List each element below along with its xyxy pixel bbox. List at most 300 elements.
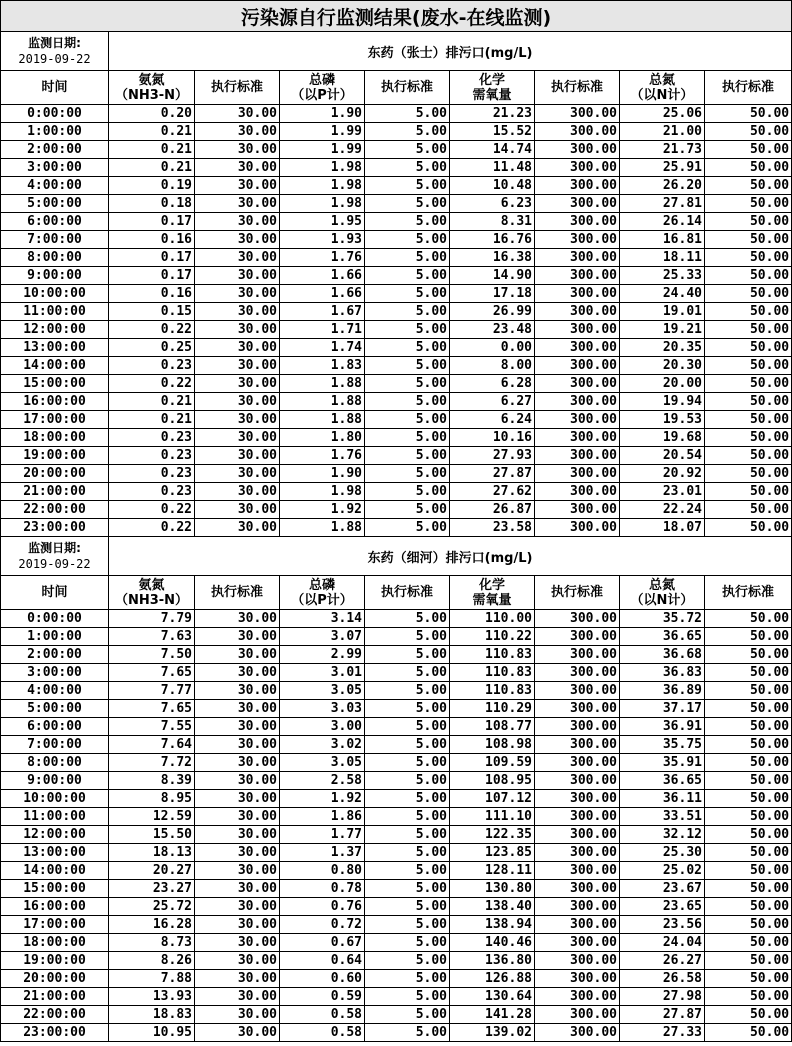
time-cell: 3:00:00 bbox=[1, 159, 109, 177]
ammonia-standard: 30.00 bbox=[195, 1006, 280, 1024]
ammonia-standard: 30.00 bbox=[195, 105, 280, 123]
table-row bbox=[1, 267, 792, 285]
nitrogen-value: 16.81 bbox=[620, 231, 705, 249]
nitrogen-value: 21.00 bbox=[620, 123, 705, 141]
cod-value: 138.40 bbox=[450, 898, 535, 916]
phosphorus-standard: 5.00 bbox=[365, 646, 450, 664]
phosphorus-standard: 5.00 bbox=[365, 285, 450, 303]
nitrogen-value: 20.00 bbox=[620, 375, 705, 393]
phosphorus-value: 3.00 bbox=[280, 718, 365, 736]
ammonia-standard: 30.00 bbox=[195, 501, 280, 519]
column-header-line2: （以N计） bbox=[630, 87, 694, 103]
phosphorus-value: 1.93 bbox=[280, 231, 365, 249]
nitrogen-standard: 50.00 bbox=[705, 934, 792, 952]
ammonia-standard: 30.00 bbox=[195, 898, 280, 916]
nitrogen-value: 19.01 bbox=[620, 303, 705, 321]
table-row bbox=[1, 754, 792, 772]
table-row bbox=[1, 844, 792, 862]
time-cell: 3:00:00 bbox=[1, 664, 109, 682]
cod-value: 27.93 bbox=[450, 447, 535, 465]
nitrogen-value: 33.51 bbox=[620, 808, 705, 826]
nitrogen-value: 35.72 bbox=[620, 610, 705, 628]
phosphorus-standard: 5.00 bbox=[365, 375, 450, 393]
phosphorus-value: 1.88 bbox=[280, 519, 365, 537]
phosphorus-value: 0.72 bbox=[280, 916, 365, 934]
nitrogen-standard: 50.00 bbox=[705, 754, 792, 772]
nitrogen-standard: 50.00 bbox=[705, 465, 792, 483]
ammonia-standard: 30.00 bbox=[195, 988, 280, 1006]
ammonia-value: 13.93 bbox=[109, 988, 195, 1006]
cod-standard: 300.00 bbox=[535, 754, 620, 772]
cod-value: 8.31 bbox=[450, 213, 535, 231]
nitrogen-standard: 50.00 bbox=[705, 195, 792, 213]
nitrogen-value: 25.91 bbox=[620, 159, 705, 177]
ammonia-standard: 30.00 bbox=[195, 664, 280, 682]
table-row bbox=[1, 231, 792, 249]
column-header-row bbox=[1, 576, 792, 610]
cod-standard: 300.00 bbox=[535, 339, 620, 357]
cod-value: 111.10 bbox=[450, 808, 535, 826]
table-row bbox=[1, 357, 792, 375]
column-header bbox=[450, 576, 535, 610]
nitrogen-standard: 50.00 bbox=[705, 988, 792, 1006]
ammonia-value: 7.64 bbox=[109, 736, 195, 754]
table-row bbox=[1, 411, 792, 429]
nitrogen-value: 27.98 bbox=[620, 988, 705, 1006]
table-row bbox=[1, 375, 792, 393]
cod-standard: 300.00 bbox=[535, 790, 620, 808]
time-cell: 1:00:00 bbox=[1, 628, 109, 646]
cod-value: 17.18 bbox=[450, 285, 535, 303]
ammonia-standard: 30.00 bbox=[195, 231, 280, 249]
table-row bbox=[1, 447, 792, 465]
ammonia-standard: 30.00 bbox=[195, 159, 280, 177]
phosphorus-value: 1.80 bbox=[280, 429, 365, 447]
phosphorus-standard: 5.00 bbox=[365, 862, 450, 880]
cod-value: 110.83 bbox=[450, 646, 535, 664]
nitrogen-value: 25.33 bbox=[620, 267, 705, 285]
cod-standard: 300.00 bbox=[535, 826, 620, 844]
cod-value: 108.95 bbox=[450, 772, 535, 790]
table-row bbox=[1, 303, 792, 321]
phosphorus-standard: 5.00 bbox=[365, 1006, 450, 1024]
table-row bbox=[1, 952, 792, 970]
phosphorus-standard: 5.00 bbox=[365, 952, 450, 970]
nitrogen-value: 27.33 bbox=[620, 1024, 705, 1042]
time-cell: 9:00:00 bbox=[1, 267, 109, 285]
time-cell: 7:00:00 bbox=[1, 736, 109, 754]
cod-standard: 300.00 bbox=[535, 952, 620, 970]
ammonia-standard: 30.00 bbox=[195, 483, 280, 501]
cod-standard: 300.00 bbox=[535, 664, 620, 682]
cod-standard: 300.00 bbox=[535, 682, 620, 700]
ammonia-value: 0.20 bbox=[109, 105, 195, 123]
cod-standard: 300.00 bbox=[535, 1024, 620, 1042]
ammonia-value: 0.25 bbox=[109, 339, 195, 357]
nitrogen-standard: 50.00 bbox=[705, 357, 792, 375]
ammonia-value: 16.28 bbox=[109, 916, 195, 934]
ammonia-value: 0.22 bbox=[109, 375, 195, 393]
nitrogen-standard: 50.00 bbox=[705, 105, 792, 123]
ammonia-value: 7.65 bbox=[109, 700, 195, 718]
phosphorus-value: 1.74 bbox=[280, 339, 365, 357]
table-row bbox=[1, 195, 792, 213]
cod-standard: 300.00 bbox=[535, 483, 620, 501]
time-cell: 5:00:00 bbox=[1, 195, 109, 213]
phosphorus-value: 1.88 bbox=[280, 411, 365, 429]
time-cell: 11:00:00 bbox=[1, 808, 109, 826]
monitoring-date-label: 监测日期: bbox=[28, 541, 81, 555]
cod-standard: 300.00 bbox=[535, 303, 620, 321]
phosphorus-value: 1.99 bbox=[280, 123, 365, 141]
cod-standard: 300.00 bbox=[535, 123, 620, 141]
column-header-line2: （以P计） bbox=[291, 87, 353, 103]
phosphorus-standard: 5.00 bbox=[365, 357, 450, 375]
cod-value: 139.02 bbox=[450, 1024, 535, 1042]
table-row bbox=[1, 862, 792, 880]
column-header bbox=[620, 576, 705, 610]
time-cell: 0:00:00 bbox=[1, 105, 109, 123]
column-header bbox=[1, 576, 109, 610]
nitrogen-standard: 50.00 bbox=[705, 880, 792, 898]
phosphorus-value: 1.71 bbox=[280, 321, 365, 339]
cod-value: 110.22 bbox=[450, 628, 535, 646]
ammonia-value: 0.17 bbox=[109, 267, 195, 285]
ammonia-standard: 30.00 bbox=[195, 736, 280, 754]
nitrogen-value: 24.04 bbox=[620, 934, 705, 952]
phosphorus-standard: 5.00 bbox=[365, 628, 450, 646]
phosphorus-standard: 5.00 bbox=[365, 303, 450, 321]
nitrogen-standard: 50.00 bbox=[705, 213, 792, 231]
cod-standard: 300.00 bbox=[535, 700, 620, 718]
ammonia-standard: 30.00 bbox=[195, 682, 280, 700]
cod-standard: 300.00 bbox=[535, 321, 620, 339]
phosphorus-value: 1.88 bbox=[280, 393, 365, 411]
nitrogen-standard: 50.00 bbox=[705, 429, 792, 447]
ammonia-standard: 30.00 bbox=[195, 862, 280, 880]
phosphorus-value: 0.59 bbox=[280, 988, 365, 1006]
time-cell: 23:00:00 bbox=[1, 519, 109, 537]
cod-standard: 300.00 bbox=[535, 267, 620, 285]
time-cell: 1:00:00 bbox=[1, 123, 109, 141]
phosphorus-standard: 5.00 bbox=[365, 880, 450, 898]
table-row bbox=[1, 519, 792, 537]
nitrogen-value: 26.20 bbox=[620, 177, 705, 195]
column-header bbox=[620, 71, 705, 105]
outlet-name: 东药（张士）排污口(mg/L) bbox=[109, 32, 792, 71]
cod-standard: 300.00 bbox=[535, 285, 620, 303]
time-cell: 5:00:00 bbox=[1, 700, 109, 718]
nitrogen-standard: 50.00 bbox=[705, 501, 792, 519]
phosphorus-value: 1.90 bbox=[280, 465, 365, 483]
phosphorus-value: 2.99 bbox=[280, 646, 365, 664]
column-header-line1: 化学 bbox=[478, 72, 505, 88]
cod-value: 6.28 bbox=[450, 375, 535, 393]
cod-standard: 300.00 bbox=[535, 880, 620, 898]
cod-standard: 300.00 bbox=[535, 736, 620, 754]
cod-standard: 300.00 bbox=[535, 519, 620, 537]
cod-value: 141.28 bbox=[450, 1006, 535, 1024]
table-row bbox=[1, 718, 792, 736]
nitrogen-standard: 50.00 bbox=[705, 808, 792, 826]
cod-standard: 300.00 bbox=[535, 988, 620, 1006]
column-header bbox=[705, 576, 792, 610]
cod-value: 16.76 bbox=[450, 231, 535, 249]
cod-value: 10.16 bbox=[450, 429, 535, 447]
nitrogen-value: 36.11 bbox=[620, 790, 705, 808]
phosphorus-value: 1.92 bbox=[280, 501, 365, 519]
column-header bbox=[365, 71, 450, 105]
ammonia-value: 7.65 bbox=[109, 664, 195, 682]
nitrogen-value: 36.83 bbox=[620, 664, 705, 682]
nitrogen-value: 36.91 bbox=[620, 718, 705, 736]
ammonia-value: 0.23 bbox=[109, 447, 195, 465]
time-cell: 13:00:00 bbox=[1, 844, 109, 862]
phosphorus-value: 0.64 bbox=[280, 952, 365, 970]
column-header bbox=[280, 576, 365, 610]
cod-standard: 300.00 bbox=[535, 970, 620, 988]
phosphorus-standard: 5.00 bbox=[365, 700, 450, 718]
nitrogen-value: 35.91 bbox=[620, 754, 705, 772]
nitrogen-standard: 50.00 bbox=[705, 682, 792, 700]
phosphorus-value: 3.03 bbox=[280, 700, 365, 718]
time-cell: 9:00:00 bbox=[1, 772, 109, 790]
ammonia-value: 15.50 bbox=[109, 826, 195, 844]
nitrogen-value: 37.17 bbox=[620, 700, 705, 718]
cod-value: 15.52 bbox=[450, 123, 535, 141]
ammonia-standard: 30.00 bbox=[195, 213, 280, 231]
time-cell: 14:00:00 bbox=[1, 357, 109, 375]
nitrogen-standard: 50.00 bbox=[705, 231, 792, 249]
cod-standard: 300.00 bbox=[535, 177, 620, 195]
phosphorus-value: 0.80 bbox=[280, 862, 365, 880]
section-header-row bbox=[1, 32, 792, 71]
cod-value: 122.35 bbox=[450, 826, 535, 844]
time-cell: 2:00:00 bbox=[1, 646, 109, 664]
cod-standard: 300.00 bbox=[535, 465, 620, 483]
table-row bbox=[1, 1006, 792, 1024]
ammonia-value: 8.26 bbox=[109, 952, 195, 970]
cod-value: 110.83 bbox=[450, 664, 535, 682]
cod-standard: 300.00 bbox=[535, 844, 620, 862]
monitoring-date-value: 2019-09-22 bbox=[18, 557, 91, 571]
cod-value: 8.00 bbox=[450, 357, 535, 375]
nitrogen-standard: 50.00 bbox=[705, 177, 792, 195]
phosphorus-standard: 5.00 bbox=[365, 105, 450, 123]
nitrogen-standard: 50.00 bbox=[705, 844, 792, 862]
nitrogen-value: 26.14 bbox=[620, 213, 705, 231]
cod-standard: 300.00 bbox=[535, 393, 620, 411]
phosphorus-standard: 5.00 bbox=[365, 772, 450, 790]
phosphorus-standard: 5.00 bbox=[365, 339, 450, 357]
table-row bbox=[1, 628, 792, 646]
ammonia-value: 0.23 bbox=[109, 429, 195, 447]
time-cell: 20:00:00 bbox=[1, 465, 109, 483]
column-header-line1: 总磷 bbox=[308, 577, 335, 593]
table-row bbox=[1, 970, 792, 988]
nitrogen-value: 35.75 bbox=[620, 736, 705, 754]
table-row bbox=[1, 772, 792, 790]
table-row bbox=[1, 1024, 792, 1042]
table-row bbox=[1, 177, 792, 195]
cod-value: 107.12 bbox=[450, 790, 535, 808]
phosphorus-standard: 5.00 bbox=[365, 393, 450, 411]
column-header-row bbox=[1, 71, 792, 105]
nitrogen-standard: 50.00 bbox=[705, 249, 792, 267]
ammonia-value: 23.27 bbox=[109, 880, 195, 898]
column-header-line1: 总磷 bbox=[308, 72, 335, 88]
column-header bbox=[535, 576, 620, 610]
table-row bbox=[1, 682, 792, 700]
nitrogen-standard: 50.00 bbox=[705, 339, 792, 357]
ammonia-value: 7.79 bbox=[109, 610, 195, 628]
nitrogen-standard: 50.00 bbox=[705, 952, 792, 970]
time-cell: 18:00:00 bbox=[1, 934, 109, 952]
cod-standard: 300.00 bbox=[535, 429, 620, 447]
table-row bbox=[1, 880, 792, 898]
phosphorus-standard: 5.00 bbox=[365, 754, 450, 772]
time-cell: 12:00:00 bbox=[1, 321, 109, 339]
phosphorus-value: 3.01 bbox=[280, 664, 365, 682]
cod-standard: 300.00 bbox=[535, 159, 620, 177]
monitoring-date-label: 监测日期: bbox=[28, 36, 81, 50]
table-row bbox=[1, 339, 792, 357]
cod-standard: 300.00 bbox=[535, 375, 620, 393]
table-row bbox=[1, 700, 792, 718]
cod-value: 6.23 bbox=[450, 195, 535, 213]
cod-value: 6.27 bbox=[450, 393, 535, 411]
time-cell: 17:00:00 bbox=[1, 916, 109, 934]
cod-value: 0.00 bbox=[450, 339, 535, 357]
phosphorus-standard: 5.00 bbox=[365, 195, 450, 213]
phosphorus-standard: 5.00 bbox=[365, 483, 450, 501]
nitrogen-standard: 50.00 bbox=[705, 628, 792, 646]
cod-value: 126.88 bbox=[450, 970, 535, 988]
time-cell: 12:00:00 bbox=[1, 826, 109, 844]
cod-value: 23.48 bbox=[450, 321, 535, 339]
column-header-line1: 执行标准 bbox=[550, 80, 603, 95]
phosphorus-standard: 5.00 bbox=[365, 231, 450, 249]
nitrogen-value: 20.30 bbox=[620, 357, 705, 375]
nitrogen-standard: 50.00 bbox=[705, 411, 792, 429]
column-header bbox=[535, 71, 620, 105]
ammonia-standard: 30.00 bbox=[195, 610, 280, 628]
nitrogen-value: 36.65 bbox=[620, 628, 705, 646]
column-header-line1: 执行标准 bbox=[722, 585, 775, 600]
phosphorus-value: 1.76 bbox=[280, 447, 365, 465]
time-cell: 6:00:00 bbox=[1, 718, 109, 736]
nitrogen-standard: 50.00 bbox=[705, 447, 792, 465]
time-cell: 0:00:00 bbox=[1, 610, 109, 628]
ammonia-standard: 30.00 bbox=[195, 628, 280, 646]
phosphorus-standard: 5.00 bbox=[365, 988, 450, 1006]
table-row bbox=[1, 934, 792, 952]
cod-value: 138.94 bbox=[450, 916, 535, 934]
phosphorus-value: 1.90 bbox=[280, 105, 365, 123]
time-cell: 13:00:00 bbox=[1, 339, 109, 357]
ammonia-standard: 30.00 bbox=[195, 718, 280, 736]
table-row bbox=[1, 483, 792, 501]
ammonia-standard: 30.00 bbox=[195, 880, 280, 898]
column-header-line1: 氨氮 bbox=[138, 577, 165, 593]
time-cell: 15:00:00 bbox=[1, 880, 109, 898]
cod-value: 6.24 bbox=[450, 411, 535, 429]
table-row bbox=[1, 321, 792, 339]
ammonia-standard: 30.00 bbox=[195, 700, 280, 718]
column-header bbox=[705, 71, 792, 105]
time-cell: 14:00:00 bbox=[1, 862, 109, 880]
ammonia-standard: 30.00 bbox=[195, 267, 280, 285]
nitrogen-value: 36.68 bbox=[620, 646, 705, 664]
ammonia-value: 0.16 bbox=[109, 285, 195, 303]
phosphorus-standard: 5.00 bbox=[365, 141, 450, 159]
nitrogen-standard: 50.00 bbox=[705, 916, 792, 934]
phosphorus-standard: 5.00 bbox=[365, 447, 450, 465]
table-row bbox=[1, 393, 792, 411]
column-header-line2: （NH3-N） bbox=[114, 592, 189, 608]
ammonia-value: 7.88 bbox=[109, 970, 195, 988]
table-row bbox=[1, 898, 792, 916]
ammonia-standard: 30.00 bbox=[195, 123, 280, 141]
table-row bbox=[1, 736, 792, 754]
phosphorus-standard: 5.00 bbox=[365, 844, 450, 862]
nitrogen-value: 25.30 bbox=[620, 844, 705, 862]
cod-value: 110.83 bbox=[450, 682, 535, 700]
column-header bbox=[109, 71, 195, 105]
ammonia-standard: 30.00 bbox=[195, 916, 280, 934]
phosphorus-standard: 5.00 bbox=[365, 808, 450, 826]
phosphorus-value: 0.58 bbox=[280, 1024, 365, 1042]
phosphorus-value: 0.60 bbox=[280, 970, 365, 988]
nitrogen-value: 22.24 bbox=[620, 501, 705, 519]
phosphorus-value: 1.67 bbox=[280, 303, 365, 321]
time-cell: 17:00:00 bbox=[1, 411, 109, 429]
nitrogen-standard: 50.00 bbox=[705, 826, 792, 844]
ammonia-value: 7.55 bbox=[109, 718, 195, 736]
ammonia-standard: 30.00 bbox=[195, 375, 280, 393]
nitrogen-value: 27.81 bbox=[620, 195, 705, 213]
nitrogen-standard: 50.00 bbox=[705, 790, 792, 808]
phosphorus-value: 1.98 bbox=[280, 195, 365, 213]
phosphorus-value: 0.58 bbox=[280, 1006, 365, 1024]
ammonia-standard: 30.00 bbox=[195, 429, 280, 447]
cod-standard: 300.00 bbox=[535, 447, 620, 465]
phosphorus-standard: 5.00 bbox=[365, 970, 450, 988]
cod-standard: 300.00 bbox=[535, 195, 620, 213]
nitrogen-standard: 50.00 bbox=[705, 159, 792, 177]
nitrogen-standard: 50.00 bbox=[705, 483, 792, 501]
phosphorus-value: 1.88 bbox=[280, 375, 365, 393]
ammonia-value: 0.17 bbox=[109, 213, 195, 231]
nitrogen-standard: 50.00 bbox=[705, 700, 792, 718]
phosphorus-standard: 5.00 bbox=[365, 519, 450, 537]
column-header-line1: 总氮 bbox=[648, 72, 675, 88]
cod-value: 123.85 bbox=[450, 844, 535, 862]
column-header bbox=[109, 576, 195, 610]
nitrogen-value: 18.11 bbox=[620, 249, 705, 267]
ammonia-value: 0.21 bbox=[109, 141, 195, 159]
table-row bbox=[1, 790, 792, 808]
nitrogen-value: 26.27 bbox=[620, 952, 705, 970]
nitrogen-standard: 50.00 bbox=[705, 772, 792, 790]
cod-value: 11.48 bbox=[450, 159, 535, 177]
time-cell: 18:00:00 bbox=[1, 429, 109, 447]
phosphorus-value: 1.66 bbox=[280, 285, 365, 303]
column-header-line2: 需氧量 bbox=[472, 592, 512, 608]
phosphorus-standard: 5.00 bbox=[365, 429, 450, 447]
column-header bbox=[195, 71, 280, 105]
cod-value: 108.98 bbox=[450, 736, 535, 754]
